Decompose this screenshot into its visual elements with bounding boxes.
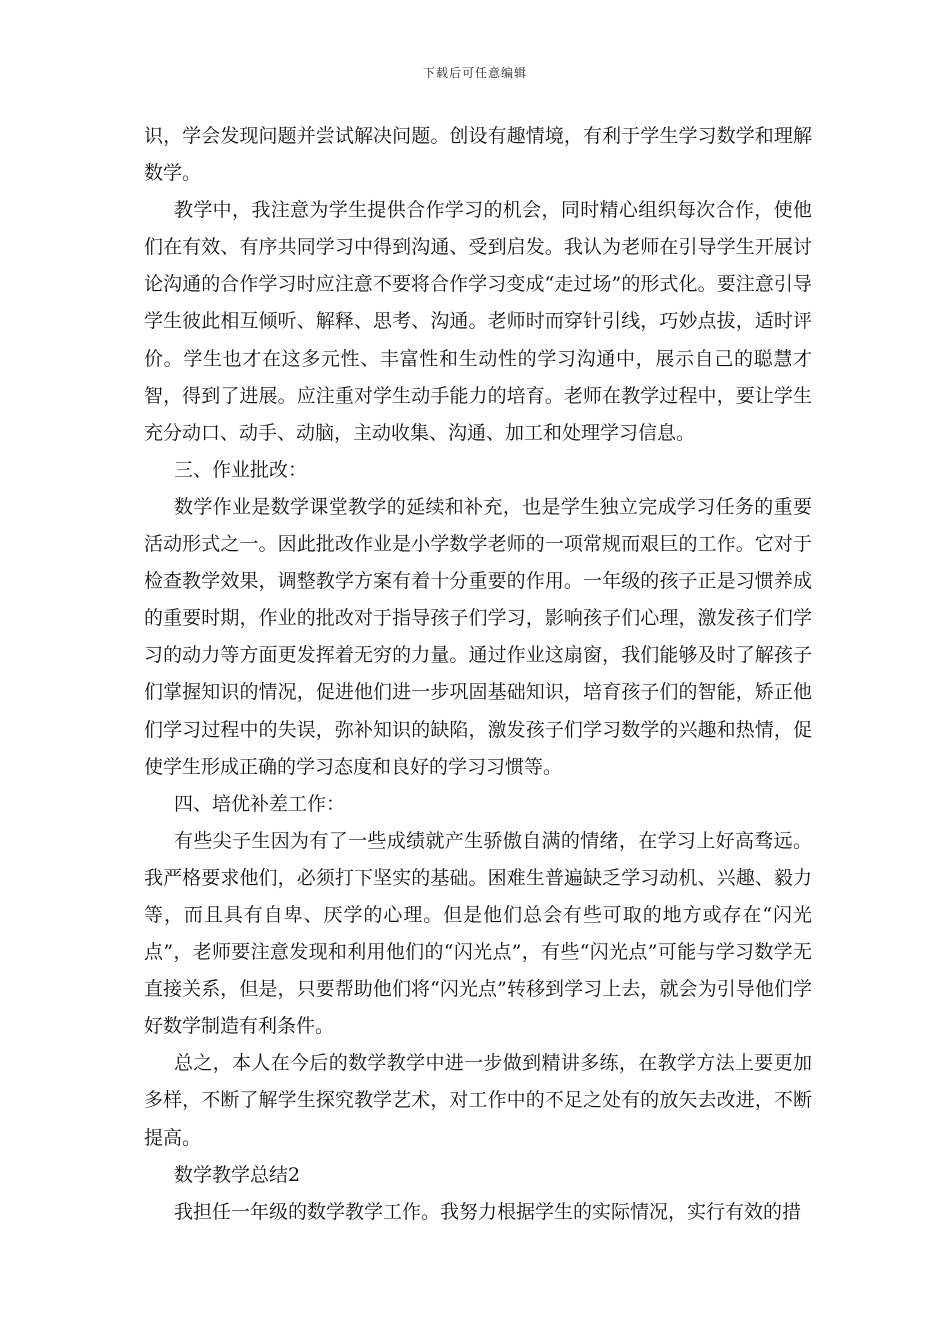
- paragraph-summary-2-start: 我担任一年级的数学教学工作。我努力根据学生的实际情况，实行有效的措: [174, 1200, 802, 1223]
- paragraph-continuation: 识，学会发现问题并尝试解决问题。创设有趣情境，有利于学生学习数学和理解数学。: [144, 125, 812, 185]
- section-heading-tutoring: 四、培优补差工作：: [174, 792, 346, 815]
- section-heading-homework: 三、作业批改：: [174, 458, 308, 481]
- section-heading-summary-2: 数学教学总结2: [174, 1163, 301, 1186]
- paragraph-cooperative-learning: 教学中，我注意为学生提供合作学习的机会，同时精心组织每次合作，使他们在有效、有序共同学习中得到沟通、受到启发。我认为老师在引导学生开展讨论沟通的合作学习时应注意不要将合作学习变成“走过场”的形式化。要注意引导学生彼此相互倾听、解释、思考、沟通。老师时而穿针引线，巧妙点拔，适时评价。学生也才在这多元性、丰富性和生动性的学习沟通中，展示自己的聪慧才智，得到了进展。应注重对学生动手能力的培育。老师在教学过程中，要让学生充分动口、动手、动脑，主动收集、沟通、加工和处理学习信息。: [144, 199, 812, 444]
- paragraph-tutoring: 有些尖子生因为有了一些成绩就产生骄傲自满的情绪，在学习上好高骛远。我严格要求他们，必须打下坚实的基础。困难生普遍缺乏学习动机、兴趣、毅力等，而且具有自卑、厌学的心理。但是他们总会有些可取的地方或存在“闪光点”，老师要注意发现和利用他们的“闪光点”，有些“闪光点”可能与学习数学无直接关系，但是，只要帮助他们将“闪光点”转移到学习上去，就会为引导他们学好数学制造有利条件。: [144, 829, 812, 1038]
- document-body: [144, 118, 812, 1231]
- download-note: 下载后可任意编辑: [422, 66, 527, 80]
- paragraph-conclusion: 总之，本人在今后的数学教学中进一步做到精讲多练，在教学方法上要更加多样，不断了解学生探究教学艺术，对工作中的不足之处有的放矢去改进，不断提高。: [144, 1052, 812, 1149]
- paragraph-homework: 数学作业是数学课堂教学的延续和补充，也是学生独立完成学习任务的重要活动形式之一。因此批改作业是小学数学老师的一项常规而艰巨的工作。它对于检查教学效果，调整教学方案有着十分重要的作用。一年级的孩子正是习惯养成的重要时期，作业的批改对于指导孩子们学习，影响孩子们心理，激发孩子们学习的动力等方面更发挥着无穷的力量。通过作业这扇窗，我们能够及时了解孩子们掌握知识的情况，促进他们进一步巩固基础知识，培育孩子们的智能，矫正他们学习过程中的失误，弥补知识的缺陷，激发孩子们学习数学的兴趣和热情，促使学生形成正确的学习态度和良好的学习习惯等。: [144, 495, 812, 778]
